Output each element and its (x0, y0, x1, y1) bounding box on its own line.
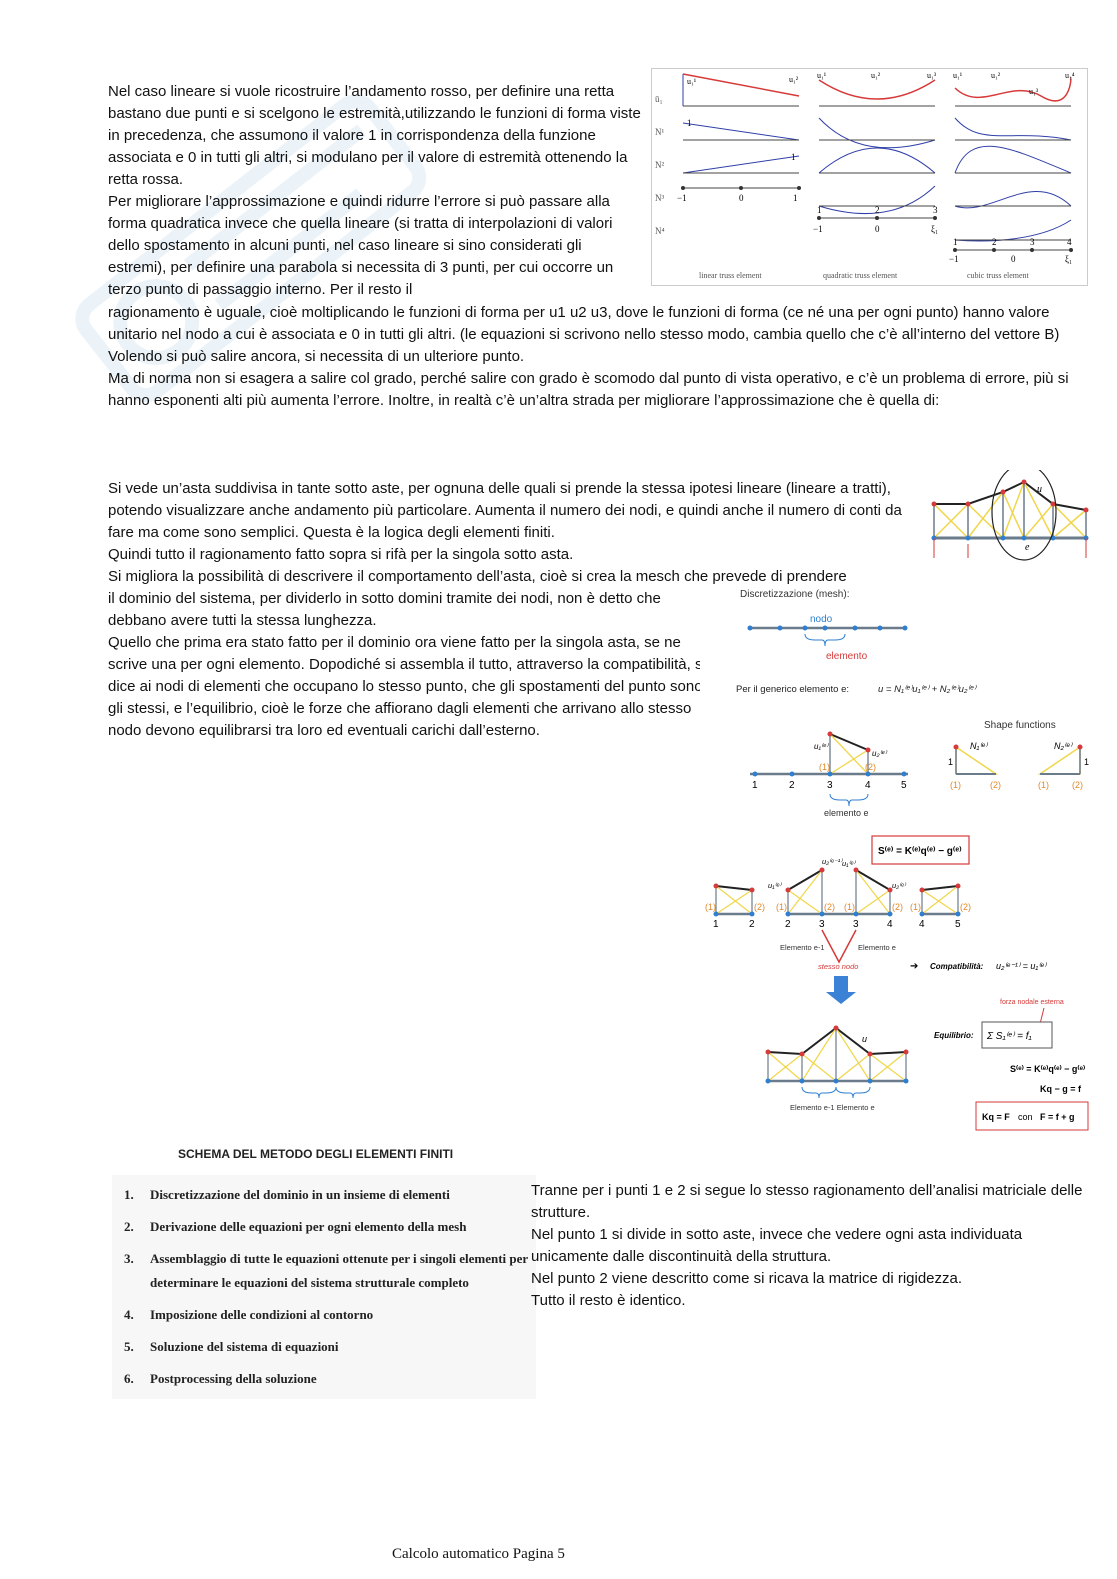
node-number: 5 (955, 919, 961, 930)
node-label: 2 (992, 237, 997, 247)
node-number: 3 (827, 780, 833, 791)
nodo-label: nodo (810, 614, 833, 625)
page-footer: Calcolo automatico Pagina 5 (392, 1546, 565, 1562)
elemento-label: elemento (826, 651, 868, 662)
local-node-label: (1) (776, 902, 787, 912)
step-number: 4. (124, 1307, 134, 1322)
assembled-u-label: u (862, 1034, 868, 1044)
caption: quadratic truss element (823, 271, 898, 280)
node-label: 3 (1030, 237, 1035, 247)
axis-label: −1 (677, 193, 687, 203)
u-label: u₁⁽ᵉ⁾ (842, 859, 856, 868)
row-label: N⁴ (655, 226, 665, 236)
local-node-label: (2) (990, 780, 1001, 790)
top-label: u₁³ (927, 71, 937, 80)
caption: cubic truss element (967, 271, 1029, 280)
paragraph: Si vede un’asta suddivisa in tante sotto aste, per ognuna delle quali si prende la stessa ipotesi lineare (lineare a tratti), potendo visualizzare anche andamento più particolare. Aumenta il numero dei nodi, e quindi anche il numero di conti da fare ma come sono semplici. Questa è la logica degli elementi finiti. (108, 480, 902, 541)
paragraph: Tranne per i punti 1 e 2 si segue lo stesso ragionamento dell’analisi matriciale delle strutture. (531, 1182, 1083, 1221)
axis-label: −1 (813, 224, 823, 234)
step-number: 1. (124, 1187, 134, 1202)
local-node-label: (1) (705, 902, 716, 912)
node-number: 2 (749, 919, 755, 930)
schema-step (124, 1247, 536, 1295)
paragraph: Nel punto 1 si divide in sotto aste, invece che vedere ogni asta individuata unicamente dalle discontinuità della struttura. (531, 1226, 1023, 1265)
node-label: 2 (875, 205, 880, 215)
schema-step (124, 1335, 536, 1359)
down-arrow-icon (826, 976, 856, 1004)
element-equation: S⁽ᵉ⁾ = K⁽ᵉ⁾q⁽ᵉ⁾ − g⁽ᵉ⁾ (1010, 1064, 1086, 1074)
axis-label: 0 (739, 193, 744, 203)
schema-list (112, 1175, 536, 1399)
arrow-icon: ➔ (910, 961, 919, 972)
step-text: Soluzione del sistema di equazioni (150, 1339, 339, 1354)
paragraph: ragionamento è uguale, cioè moltiplicando le funzioni di forma per u1 u2 u3, dove le funzioni di forma (ce né una per ogni punto) hanno valore unitario nel nodo a cui è associata e 0 in tutti gli altri. (le equazioni si scrivono nello stesso modo, cambia quello che c’è all’interno del vettore B) (108, 304, 1060, 343)
elemento-e-label: elemento e (824, 808, 869, 818)
paragraph: Per migliorare l’approssimazione e quindi ridurre l’errore si può passare alla forma quadratica invece che quella lineare (si tratta di interpolazioni di valori dello spostamento in alcuni punti, nel caso lineare si sino considerati gli estremi), per definire una parabola si necessita di 3 punti, per cui occorre un terzo punto di passaggio interno. Per il resto il (108, 193, 614, 298)
node-label: 3 (933, 205, 938, 215)
node-number: 4 (865, 780, 871, 791)
local-node-label: (1) (1038, 780, 1049, 790)
schema-step (124, 1183, 536, 1207)
node-number: 4 (919, 919, 925, 930)
schema-step (124, 1303, 536, 1327)
n1-label: N₁⁽ᵉ⁾ (970, 741, 988, 751)
row-label: N² (655, 160, 665, 170)
elem-cur-label: Elemento e (858, 943, 896, 952)
local-node-label: (2) (824, 902, 835, 912)
step-number: 6. (124, 1371, 134, 1386)
compat-label: Compatibilità: (930, 962, 984, 971)
top-label: u₁¹ (687, 77, 697, 86)
step-number: 5. (124, 1339, 134, 1354)
paragraph: Nel punto 2 viene descritto come si ricava la matrice di rigidezza. (531, 1270, 963, 1287)
local-node-label: (1) (910, 902, 921, 912)
node-label: 1 (953, 237, 958, 247)
bottom-element-label: Elemento e-1 Elemento e (790, 1103, 875, 1112)
axis-label: 1 (793, 193, 798, 203)
paragraph: Ma di norma non si esagera a salire col grado, perché salire con grado è scomodo dal punto di vista operativo, e c’è un problema di errore, più si hanno esponenti alti più aumenta l’errore. Inoltre, in realtà c’è un’altra strada per migliorare l’approssimazione che è quella di: (108, 370, 1069, 409)
local-node-label: (2) (865, 762, 876, 772)
node-number: 4 (887, 919, 893, 930)
top-label: u₁³ (1029, 87, 1039, 96)
paragraph: Volendo si può salire ancora, si necessita di un ulteriore punto. (108, 348, 525, 365)
top-label: u₁² (789, 75, 799, 84)
fem-mesh-diagram (700, 584, 1095, 1134)
value-label: 1 (791, 152, 796, 162)
step-text: Assemblaggio di tutte le equazioni ottenute per i singoli elementi per determinare le equazioni del sistema strutturale completo (150, 1251, 528, 1290)
top-label: u₁² (871, 71, 881, 80)
node-number: 2 (789, 780, 795, 791)
stesso-nodo-label: stesso nodo (818, 962, 859, 971)
mesh-title: Discretizzazione (mesh): (740, 589, 850, 600)
closing-text (531, 1180, 1086, 1312)
local-node-label: (1) (950, 780, 961, 790)
value-label: 1 (687, 118, 692, 128)
local-node-label: (2) (754, 902, 765, 912)
equilibrium-equation: Σ S₁⁽ᵉ⁾ = f₁ (987, 1031, 1032, 1042)
generic-element-label: Per il generico elemento e: (736, 684, 850, 695)
local-node-label: (1) (819, 762, 830, 772)
n2-label: N₂⁽ᵉ⁾ (1054, 741, 1072, 751)
schema-step (124, 1215, 536, 1239)
axis-label: 0 (1011, 254, 1016, 264)
continuation-text (108, 302, 1083, 412)
fem-text-bottom (108, 588, 720, 742)
truss-e-label: e (1025, 542, 1030, 553)
axis-label: ξ₁ (1065, 254, 1073, 264)
equilibrium-label: Equilibrio: (934, 1031, 974, 1040)
node-number: 3 (819, 919, 825, 930)
generic-element-equation: u = N₁⁽ᵉ⁾u₁⁽ᵉ⁾ + N₂⁽ᵉ⁾u₂⁽ᵉ⁾ (878, 684, 976, 695)
unit-label: 1 (1084, 757, 1090, 767)
schema-title: SCHEMA DEL METODO DEGLI ELEMENTI FINITI (178, 1147, 454, 1161)
fem-text-top (108, 478, 923, 588)
step-number: 3. (124, 1251, 134, 1266)
axis-label: 0 (875, 224, 880, 234)
row-label: N¹ (655, 127, 665, 137)
paragraph: Nel caso lineare si vuole ricostruire l’andamento rosso, per definire una retta bastano due punti e si scelgono le estremità,utilizzando le funzioni di forma viste in precedenza, che assumono il valore 1 in corrispondenza della funzione associata e 0 in tutti gli altri, si modulano per il valore di estremità ottenendo la retta rossa. (108, 83, 641, 188)
final-equation-f: F = f + g (1040, 1112, 1075, 1122)
forza-label: forza nodale esterna (1000, 999, 1064, 1006)
global-equation: Kq − g = f (1040, 1084, 1082, 1094)
local-node-label: (2) (1072, 780, 1083, 790)
node-number: 5 (901, 780, 907, 791)
axis-label: ξ₁ (931, 224, 939, 234)
row-label: ū₁ (655, 94, 663, 104)
local-node-label: (2) (892, 902, 903, 912)
row-label: N³ (655, 193, 665, 203)
paragraph: Tutto il resto è identico. (531, 1292, 686, 1309)
paragraph: Quello che prima era stato fatto per il dominio ora viene fatto per la singola asta, se ne scrive una per ogni elemento. Dopodiché si assembla il tutto, attraverso la compatibilità, si dice ai nodi di elementi che occupano lo stesso punto, che gli spostamenti del punto sono gli stessi, e l’equilibrio, cioè le forze che affiorano dagli elementi che arrivano allo stesso nodo devono equilibrarsi tra loro ed eventuali carichi dall’esterno. (108, 634, 706, 739)
top-label: u₁⁴ (1065, 71, 1075, 80)
truss-subdivision-figure (928, 470, 1090, 572)
local-node-label: (2) (960, 902, 971, 912)
elem-prev-label: Elemento e-1 (780, 943, 825, 952)
axis-label: −1 (949, 254, 959, 264)
step-text: Imposizione delle condizioni al contorno (150, 1307, 374, 1322)
node-label: 1 (817, 205, 822, 215)
top-label: u₁¹ (817, 71, 827, 80)
node-number: 1 (752, 780, 758, 791)
u-label: u₁⁽ᵉ⁾ (768, 881, 782, 890)
exploded-elements (714, 868, 961, 917)
unit-label: 1 (948, 757, 954, 767)
intro-text (108, 81, 643, 301)
truss-u-label: u (1037, 484, 1042, 495)
top-label: u₁² (991, 71, 1001, 80)
u-label: u₂⁽ᵉ⁻¹⁾ (822, 857, 843, 866)
paragraph: Si migliora la possibilità di descrivere il comportamento dell’asta, cioè si crea la mesch che prevede di prendere (108, 568, 847, 585)
paragraph: Quindi tutto il ragionamento fatto sopra si rifà per la singola sotto asta. (108, 546, 574, 563)
caption: linear truss element (699, 271, 762, 280)
stiffness-equation: S⁽ᵉ⁾ = K⁽ᵉ⁾q⁽ᵉ⁾ − g⁽ᵉ⁾ (878, 846, 962, 857)
local-node-label: (1) (844, 902, 855, 912)
node-number: 3 (853, 919, 859, 930)
step-text: Derivazione delle equazioni per ogni elemento della mesh (150, 1219, 467, 1234)
node-number: 2 (785, 919, 791, 930)
step-text: Discretizzazione del dominio in un insieme di elementi (150, 1187, 450, 1202)
top-label: u₁¹ (953, 71, 963, 80)
compat-equation: u₂⁽ᵉ⁻¹⁾ = u₁⁽ᵉ⁾ (996, 961, 1047, 971)
final-equation-con: con (1018, 1112, 1033, 1122)
u2-label: u₂⁽ᵉ⁾ (872, 749, 887, 758)
step-number: 2. (124, 1219, 134, 1234)
shape-functions-title: Shape functions (984, 720, 1056, 731)
step-text: Postprocessing della soluzione (150, 1371, 317, 1386)
u1-label: u₁⁽ᵉ⁾ (814, 742, 828, 751)
final-equation: Kq = F (982, 1112, 1010, 1122)
paragraph: il dominio del sistema, per dividerlo in sotto domini tramite dei nodi, non è detto che debbano avere tutti la stessa lunghezza. (108, 590, 661, 629)
schema-step (124, 1367, 536, 1391)
node-number: 1 (713, 919, 719, 930)
assembled-structure (766, 1026, 909, 1084)
shape-functions-figure (651, 68, 1088, 286)
u-label: u₂⁽ᵉ⁾ (892, 881, 906, 890)
node-label: 4 (1067, 237, 1072, 247)
